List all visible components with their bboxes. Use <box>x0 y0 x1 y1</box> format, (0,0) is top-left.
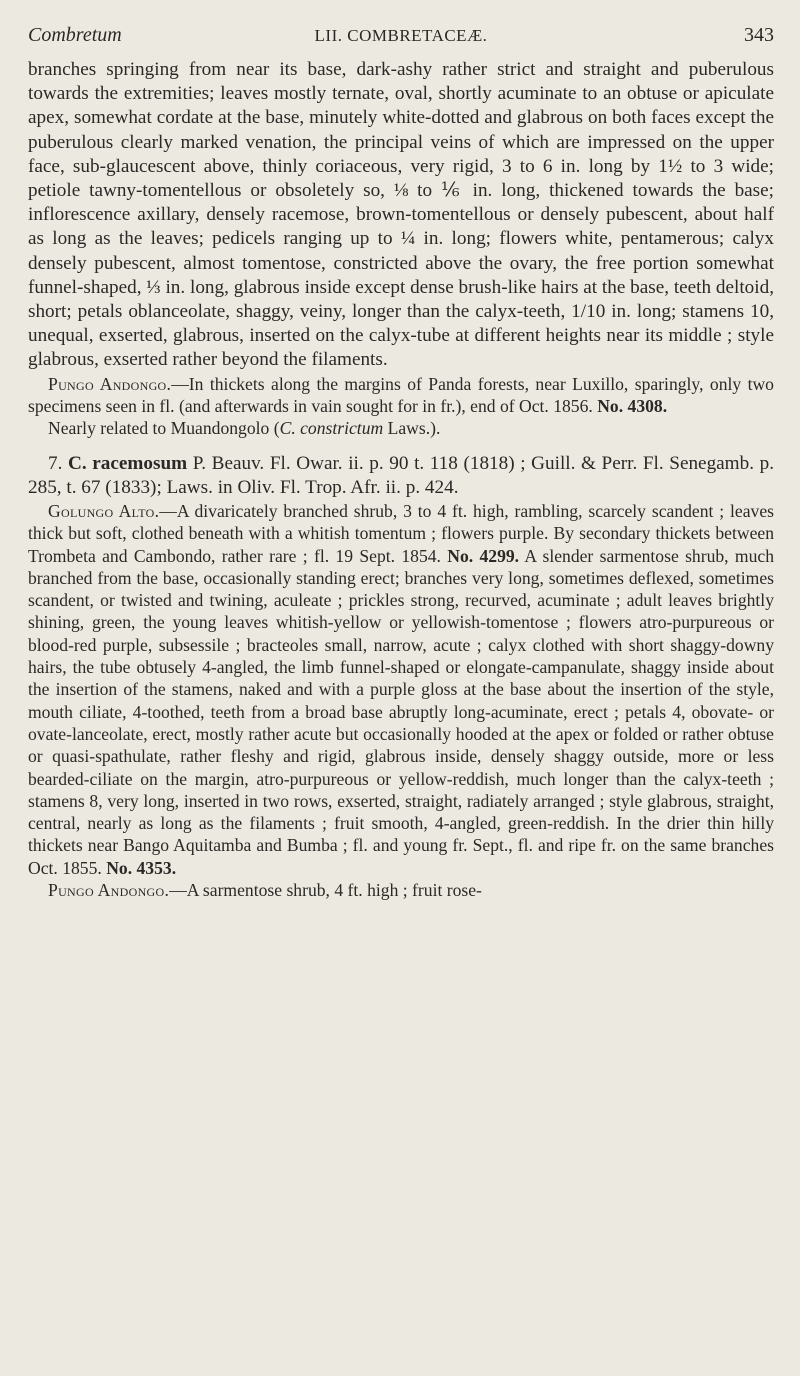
locality-note-pungo-andongo <box>28 373 774 440</box>
running-head <box>28 24 774 54</box>
species-references: P. Beauv. Fl. Owar. ii. p. 90 t. 118 (1818) ; Guill. & Perr. Fl. Senegamb. p. 285, t. 67 (1833); Laws. in Oliv. Fl. Trop. Afr. ii. p. 424. <box>28 452 774 498</box>
species-heading-7 <box>28 452 774 500</box>
locality-name: Golungo Alto. <box>48 500 160 521</box>
locality-text: —A divaricately branched shrub, 3 to 4 ft. high, rambling, scarcely scandent ; leaves thick but soft, clothed beneath with a whitish tomentum ; flowers purple. By secondary thickets between Trombeta and Cambondo, rather rare ; fl. 19 Sept. 1854. <box>28 500 774 566</box>
locality-text: —A sarmentose shrub, 4 ft. high ; fruit rose- <box>169 879 482 900</box>
locality-name: Pungo Andongo. <box>48 879 170 900</box>
specimen-number: No. 4353. <box>106 857 177 878</box>
running-head-genus: Combretum <box>28 24 122 46</box>
species-number: 7. <box>48 452 63 474</box>
related-note-start: Nearly related to Muandongolo ( <box>48 418 280 439</box>
page-number: 343 <box>744 24 774 46</box>
locality-text: —In thickets along the margins of Panda forests, near Luxillo, sparingly, only two specimens seen in fl. (and afterwards in vain sought for in fr.), end of Oct. 1856. <box>28 373 774 416</box>
species-name: C. racemosum <box>68 452 188 474</box>
specimen-number: No. 4299. <box>447 545 520 566</box>
running-head-section: LII. COMBRETACEÆ. <box>314 26 488 45</box>
locality-note-golungo-alto <box>28 500 774 901</box>
spacer <box>28 440 774 452</box>
related-species-name: C. constrictum <box>279 418 384 439</box>
locality-name: Pungo Andongo. <box>48 373 172 394</box>
main-text <box>28 58 774 373</box>
specimen-number: No. 4308. <box>597 395 668 416</box>
locality-text-continued: A slender sarmentose shrub, much branched from the base, occasionally standing erect; branches very long, sometimes deflexed, sometimes scandent, or twisted and twining, aculeate ; prickles strong, recurved, acuminate ; adult leaves brightly shining, green, the young leaves whitish-yellow or yellowish-tomentose ; flowers atro-purpureous or blood-red purple, subsessile ; bracteoles small, narrow, acute ; calyx clothed with short shaggy-downy hairs, the tube obtusely 4-angled, the limb funnel-shaped or elongate-campanulate, shaggy inside about the insertion of the stamens, naked and with a purple gloss at the base about the insertion of the style, mouth ciliate, 4-toothed, teeth from a broad base abruptly long-acuminate, erect ; petals 4, obovate- or ovate-lanceolate, erect, mostly rather acute but occasionally hooded at the apex or folded or rather obtuse or quasi-spathulate, rather fleshy and rigid, glabrous inside, densely shaggy outside, more or less bearded-ciliate on the margin, atro-purpureous or yellow-reddish, much longer than the calyx-teeth ; stamens 8, very long, inserted in two rows, exserted, straight, radiately arranged ; style glabrous, straight, central, nearly as long as the filaments ; fruit smooth, 4-angled, green-reddish. In the drier thin hilly thickets near Bango Aquitamba and Bumba ; fl. and young fr. Sept., fl. and ripe fr. on the same branches Oct. 1855. <box>28 545 774 878</box>
species-description-continued: branches springing from near its base, dark-ashy rather strict and straight and puberulous towards the extremities; leaves mostly ternate, oval, shortly acuminate to an obtuse or apiculate apex, somewhat cordate at the base, minutely white-dotted and glabrous on both faces except the puberulous clearly marked venation, the principal veins of which are impressed on the upper face, sub-glaucescent above, thinly coriaceous, very rigid, 3 to 6 in. long by 1½ to 3 wide; petiole tawny-tomentellous or obsoletely so, ⅛ to ⅙ in. long, thickened towards the base; inflorescence axillary, densely racemose, brown-tomentellous or densely pubescent, about half as long as the leaves; pedicels ranging up to ¼ in. long; flowers white, pentamerous; calyx densely pubescent, almost tomentose, constricted above the ovary, the free portion somewhat funnel-shaped, ⅓ in. long, glabrous inside except dense brush-like hairs at the base, teeth deltoid, short; petals oblanceolate, shaggy, veiny, longer than the calyx-teeth, 1/10 in. long; stamens 10, unequal, exserted, glabrous, inserted on the calyx-tube at different heights near its middle ; style glabrous, exserted rather beyond the filaments. <box>28 59 774 371</box>
related-note-end: Laws.). <box>383 418 441 439</box>
